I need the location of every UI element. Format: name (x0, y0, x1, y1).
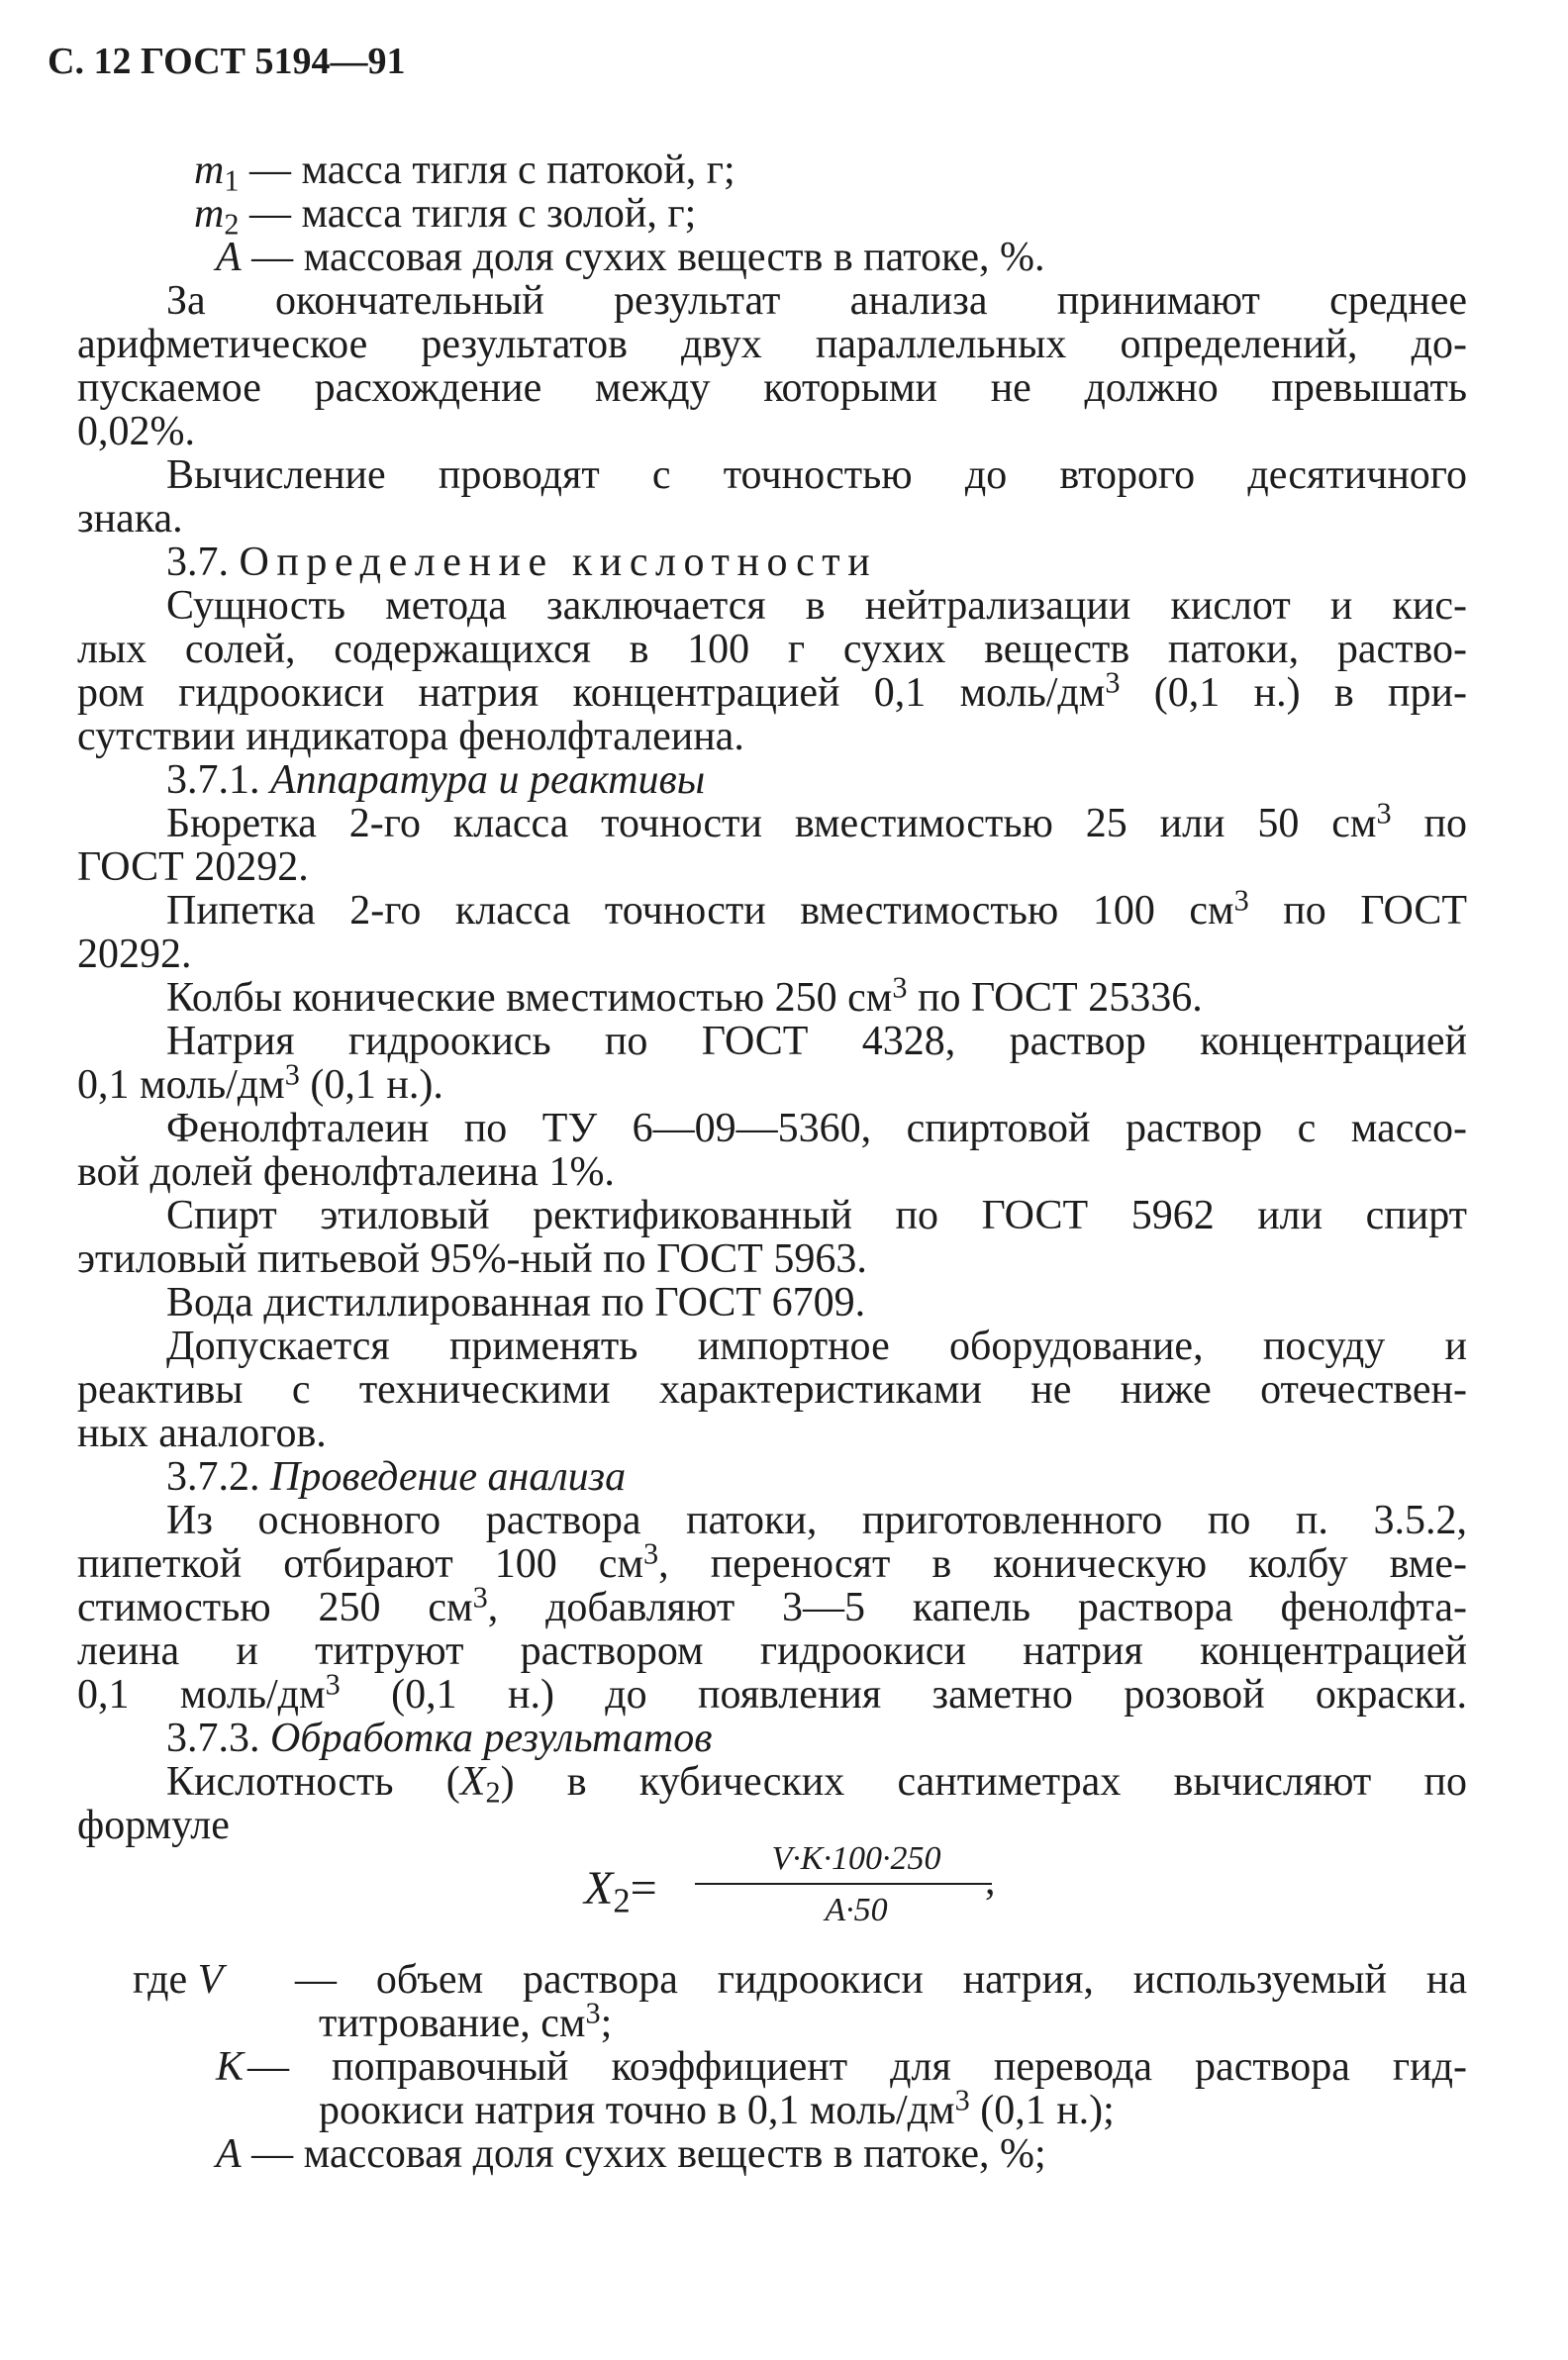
page-header: С. 12 ГОСТ 5194—91 (48, 41, 406, 82)
def-v: где V (133, 1957, 224, 2003)
def-a: A — массовая доля сухих веществ в патоке, %. (216, 235, 1045, 280)
reagent-line: Допускается применять импортное оборудование, посуду и (166, 1324, 1467, 1369)
reagent-line: Фенолфталеин по ТУ 6—09—5360, спиртовой раствор с массо- (166, 1106, 1467, 1151)
formula-numerator: V·K·100·250 (771, 1840, 941, 1877)
paragraph-line: пускаемое расхождение между которыми не должно превышать (77, 365, 1467, 411)
reagent-line: Колбы конические вместимостью 250 $см^3$ по ГОСТ 25336. (166, 970, 1203, 1021)
reagent-line: 20292. (77, 932, 192, 977)
formula-comma: , (985, 1858, 996, 1904)
reagent-line: этиловый питьевой 95%-ный по ГОСТ 5963. (77, 1236, 867, 1282)
paragraph-line: Из основного раствора патоки, приготовленного по п. 3.5.2, (166, 1498, 1467, 1543)
def-m1: $m_1$ — масса тигля с патокой, г; (194, 148, 735, 198)
formula-lhs: $X_2=$ (584, 1862, 657, 1920)
fraction-bar (695, 1883, 992, 1885)
reagent-line: Бюретка 2-го класса точности вместимостью 25 или 50 $см^3$ по (166, 796, 1468, 846)
reagent-line: Натрия гидроокись по ГОСТ 4328, раствор концентрацией (166, 1019, 1467, 1064)
reagent-line: Спирт этиловый ректификованный по ГОСТ 5962 или спирт (166, 1193, 1467, 1238)
reagent-line: реактивы с техническими характеристиками не ниже отечествен- (77, 1367, 1467, 1413)
acidity-formula (584, 1837, 1000, 1946)
def-k-text: — поправочный коэффициент для перевода раствора гид- (247, 2044, 1467, 2090)
formula-denominator: A·50 (825, 1892, 888, 1928)
def-m2: $m_2$ — масса тигля с золой, г; (194, 191, 697, 242)
section-heading-3-7-3: 3.7.3. Обработка результатов (166, 1716, 713, 1761)
paragraph-line: За окончательный результат анализа принимают среднее (166, 278, 1467, 324)
reagent-line: ных аналогов. (77, 1411, 327, 1456)
paragraph-line: сутствии индикатора фенолфталеина. (77, 714, 744, 759)
paragraph-line: арифметическое результатов двух параллельных определений, до- (77, 322, 1467, 367)
paragraph-line: Кислотность $(X_2)$ в кубических сантиметрах вычисляют по (166, 1759, 1467, 1810)
def-v-text: — объем раствора гидроокиси натрия, используемый на (295, 1957, 1467, 2003)
paragraph-line: Сущность метода заключается в нейтрализации кислот и кис- (166, 583, 1467, 629)
reagent-line: 0,1 моль/$дм^3$ (0,1 н.). (77, 1057, 443, 1108)
section-heading-3-7-2: 3.7.2. Проведение анализа (166, 1454, 627, 1500)
paragraph-line: знака. (77, 496, 183, 541)
paragraph-line: стимостью 250 $см^3$, добавляют 3—5 капель раствора фенолфта- (77, 1580, 1467, 1630)
paragraph-line: лых солей, содержащихся в 100 г сухих веществ патоки, раство- (77, 627, 1467, 672)
paragraph-line: ром гидроокиси натрия концентрацией 0,1 моль/$дм^3$ (0,1 н.) в при- (77, 665, 1467, 716)
paragraph-line: 0,02%. (77, 409, 195, 454)
paragraph-line: формуле (77, 1803, 230, 1848)
paragraph-line: пипеткой отбирают 100 $см^3$, переносят в коническую колбу вме- (77, 1536, 1467, 1587)
def-k: K (216, 2044, 245, 2090)
def-a-bottom: A — массовая доля сухих веществ в патоке, %; (216, 2131, 1046, 2177)
def-v-text: титрование, $см^3$; (319, 1996, 613, 2046)
paragraph-line: леина и титруют раствором гидроокиси натрия концентрацией (77, 1628, 1467, 1674)
def-k-text: роокиси натрия точно в 0,1 моль/$дм^3$ (0,1 н.); (319, 2083, 1115, 2133)
reagent-line: ГОСТ 20292. (77, 844, 309, 890)
reagent-line: Вода дистиллированная по ГОСТ 6709. (166, 1280, 866, 1326)
reagent-line: Пипетка 2-го класса точности вместимостью 100 $см^3$ по ГОСТ (166, 883, 1468, 934)
section-heading-3-7-1: 3.7.1. Аппаратура и реактивы (166, 757, 706, 803)
section-heading-3-7: 3.7. Определение кислотности (166, 540, 878, 585)
reagent-line: вой долей фенолфталеина 1%. (77, 1149, 615, 1195)
paragraph-line: 0,1 моль/$дм^3$ (0,1 н.) до появления заметно розовой окраски. (77, 1667, 1467, 1718)
paragraph-line: Вычисление проводят с точностью до второго десятичного (166, 452, 1467, 498)
